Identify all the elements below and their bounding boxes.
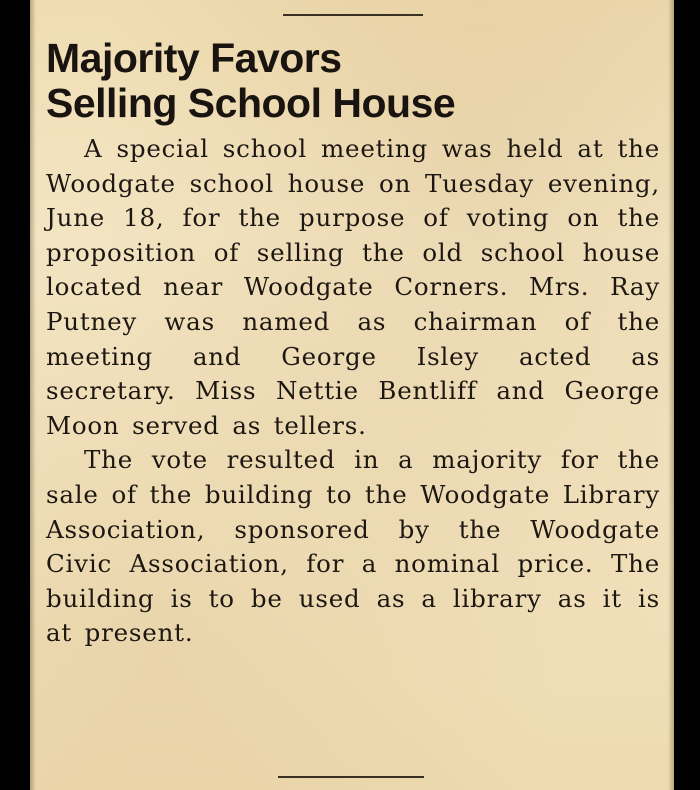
article-paragraph-2: The vote resulted in a majority for the sale of the building to the Woodgate Library Association, sponsored by the Woodgate Civic Association, for a nominal price. The building is to be used as a library as it is at present. [46, 445, 660, 648]
article-body [46, 132, 660, 651]
clipping-right-edge [668, 0, 674, 790]
clipping-left-edge [30, 0, 36, 790]
bottom-rule [278, 776, 424, 778]
headline-line-1: Majority Favors [46, 35, 342, 81]
newspaper-clipping [30, 0, 674, 790]
article-paragraph-1: A special school meeting was held at the Woodgate school house on Tuesday evening, June 18, for the purpose of voting on the proposition of selling the old school house located near Woodgate Corners. Mrs. Ray Putney was named as chairman of the meeting and George Isley acted as secretary. Miss Nettie Bentliff and George Moon served as tellers. [46, 134, 660, 440]
top-rule [283, 14, 423, 16]
headline-line-2: Selling School House [46, 80, 456, 126]
headline [46, 36, 646, 126]
